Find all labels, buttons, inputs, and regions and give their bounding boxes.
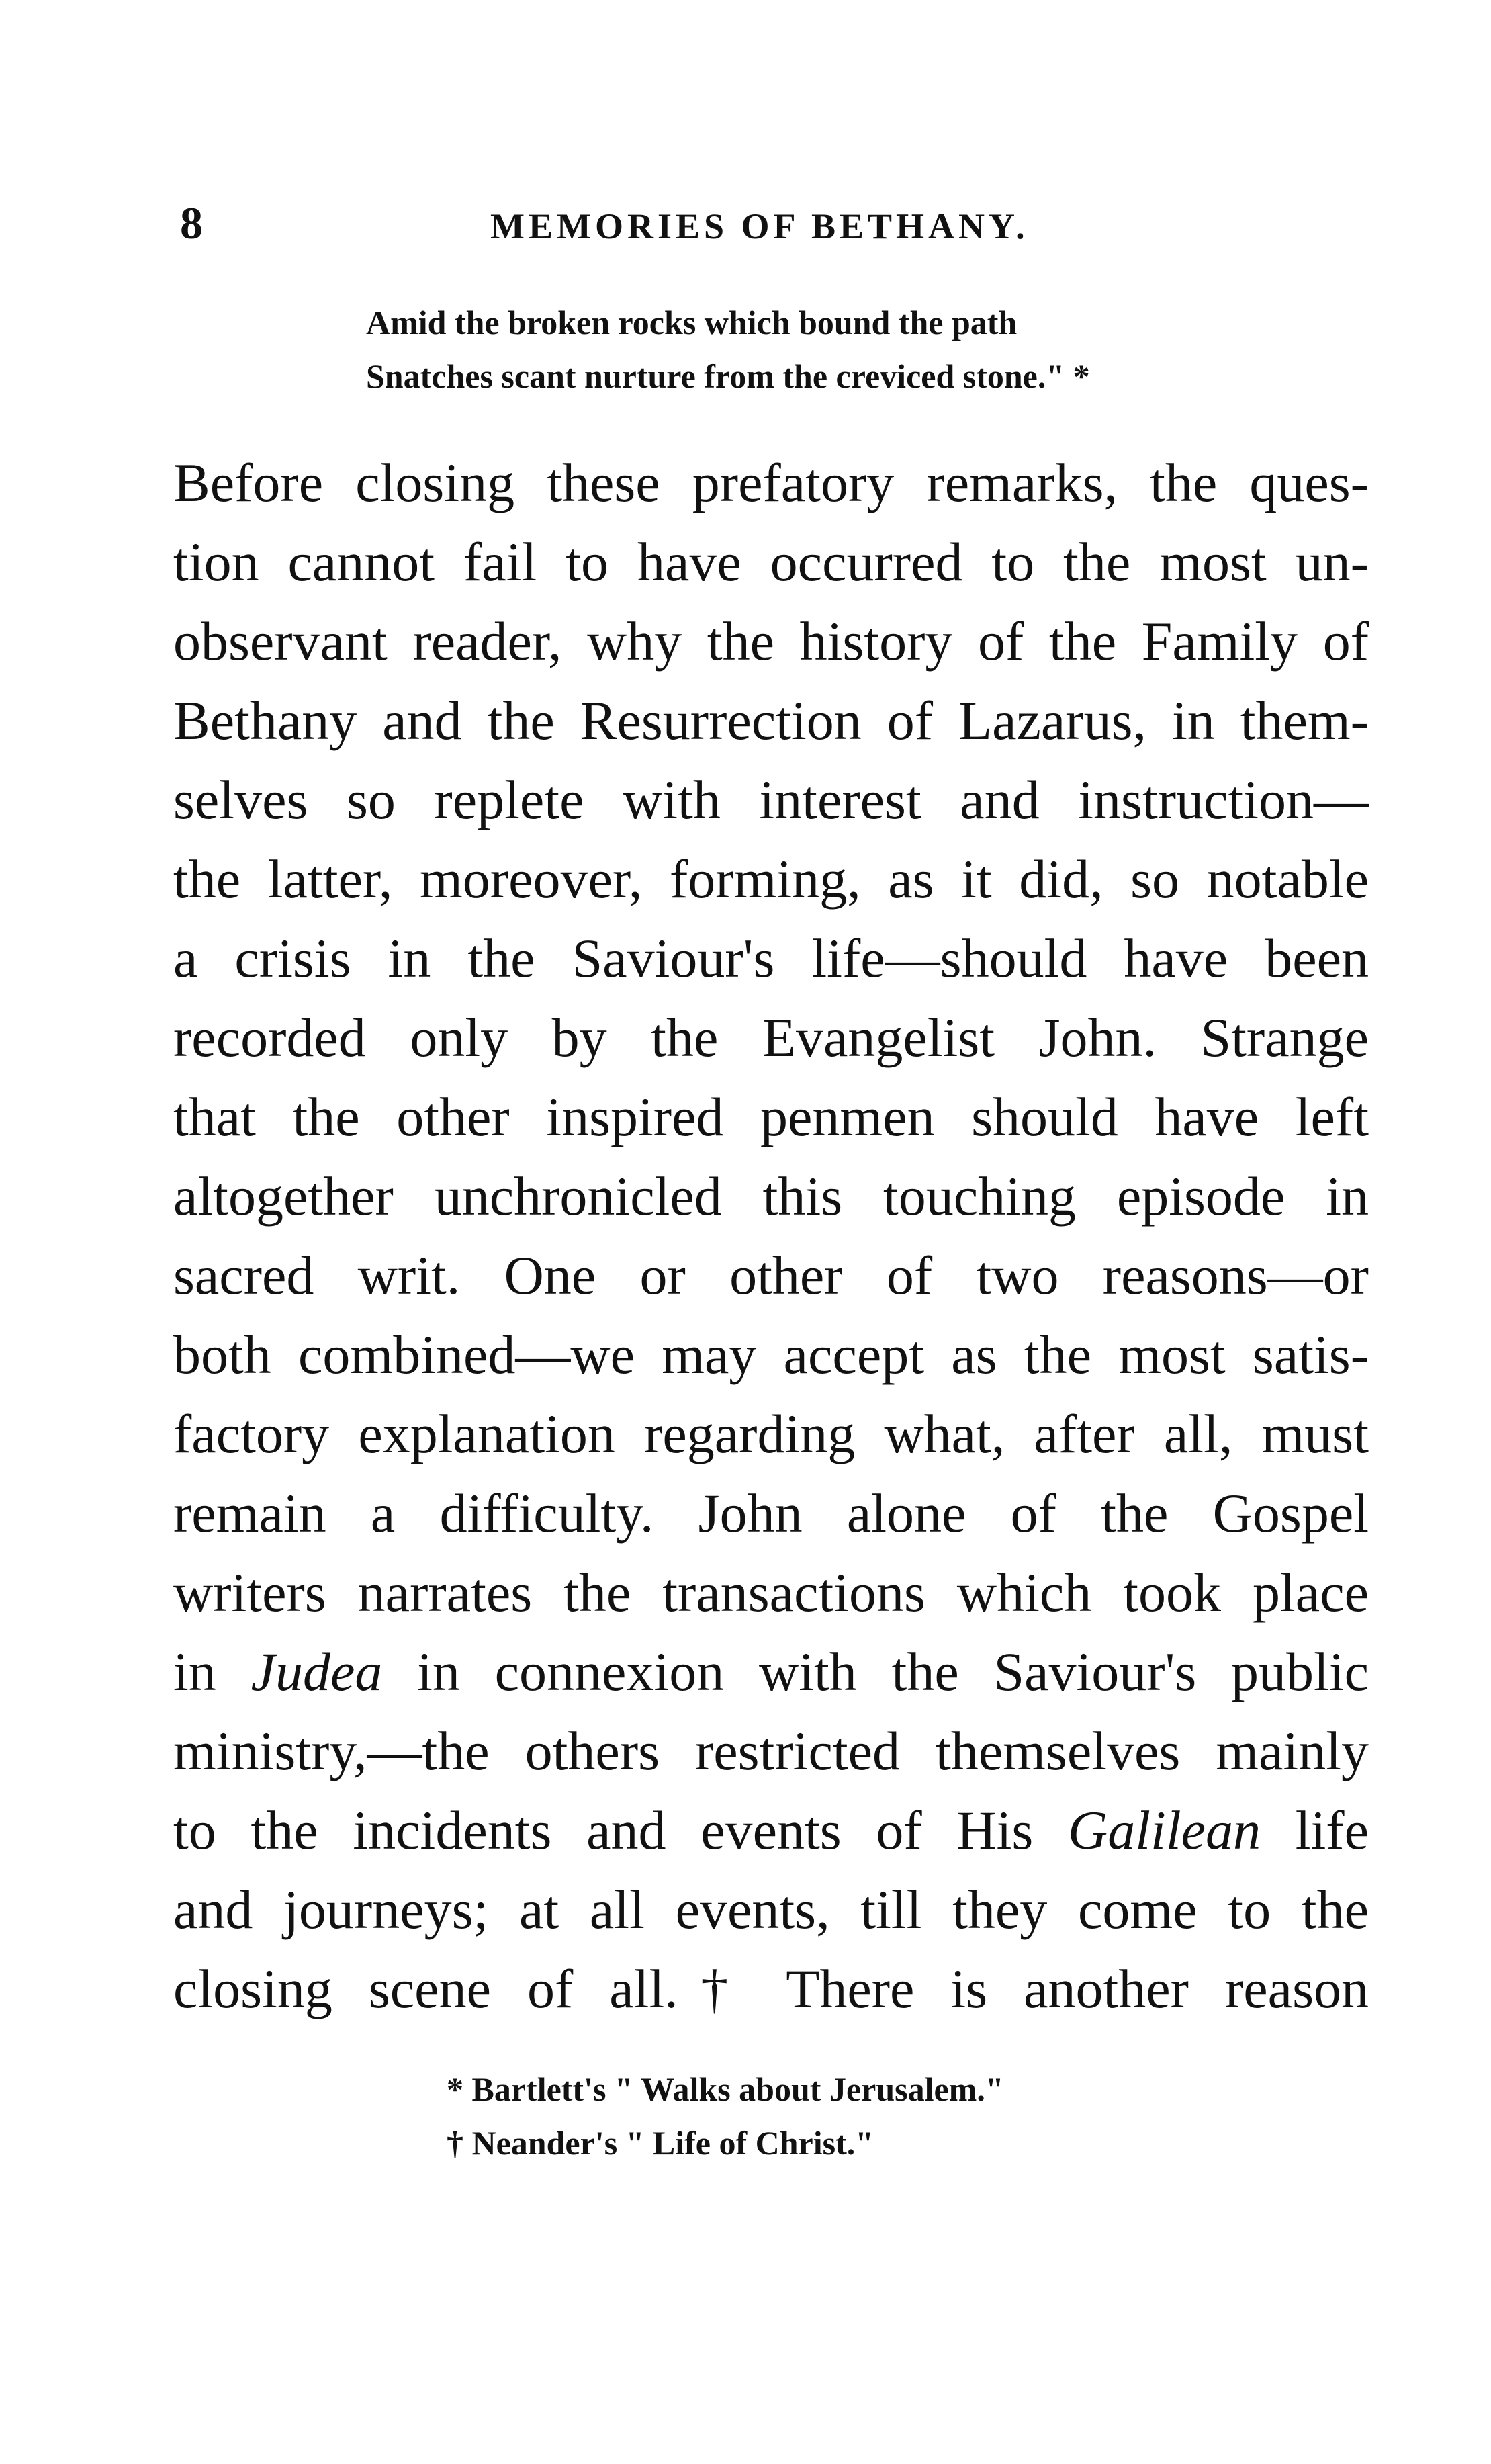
text-line: a crisis in the Saviour's life—should have been — [173, 928, 1369, 989]
body-paragraph — [173, 443, 1369, 2029]
text-line: Bethany and the Resurrection of Lazarus, in them- — [173, 690, 1369, 751]
text-line: the latter, moreover, forming, as it did, so notable — [173, 848, 1369, 910]
text-line: closing scene of all.† There is another reason — [173, 1958, 1369, 2019]
footnote: † Neander's " Life of Christ." — [447, 2124, 874, 2162]
text-line: both combined—we may accept as the most satis- — [173, 1324, 1369, 1385]
text-line: observant reader, why the history of the Family of — [173, 611, 1369, 672]
text-run: to the incidents and events of His — [173, 1800, 1069, 1861]
text-line: sacred writ. One or other of two reasons—or — [173, 1245, 1369, 1306]
verse-line: Amid the broken rocks which bound the path — [366, 304, 1018, 341]
text-line: writers narrates the transactions which took place — [173, 1562, 1369, 1623]
text-line: that the other inspired penmen should have left — [173, 1086, 1369, 1147]
verse-line: Snatches scant nurture from the creviced stone." * — [366, 357, 1090, 395]
running-title: MEMORIES OF BETHANY. — [490, 206, 1029, 247]
text-line: tion cannot fail to have occurred to the most un- — [173, 531, 1369, 592]
text-run: in connexion with the Saviour's public — [382, 1641, 1369, 1702]
text-line: Before closing these prefatory remarks, the ques- — [173, 452, 1369, 513]
italic-place-name: Judea — [251, 1641, 383, 1702]
page-number: 8 — [180, 197, 203, 249]
text-line: and journeys; at all events, till they come to the — [173, 1879, 1369, 1940]
italic-place-name: Galilean — [1068, 1800, 1261, 1861]
text-line: ministry,—the others restricted themselves mainly — [173, 1720, 1369, 1781]
text-run: in — [173, 1641, 251, 1702]
footnote: * Bartlett's " Walks about Jerusalem." — [447, 2070, 1004, 2108]
text-line: recorded only by the Evangelist John. Strange — [173, 1007, 1369, 1068]
text-run: life — [1261, 1800, 1369, 1861]
text-line: factory explanation regarding what, after all, must — [173, 1403, 1369, 1464]
verse-quote — [366, 296, 1306, 403]
text-line: remain a difficulty. John alone of the Gospel — [173, 1483, 1369, 1544]
text-line — [173, 1791, 1369, 1870]
text-line: selves so replete with interest and instruction— — [173, 769, 1369, 830]
text-line — [173, 1632, 1369, 1712]
footnotes — [447, 2062, 1004, 2170]
text-line: altogether unchronicled this touching episode in — [173, 1165, 1369, 1227]
